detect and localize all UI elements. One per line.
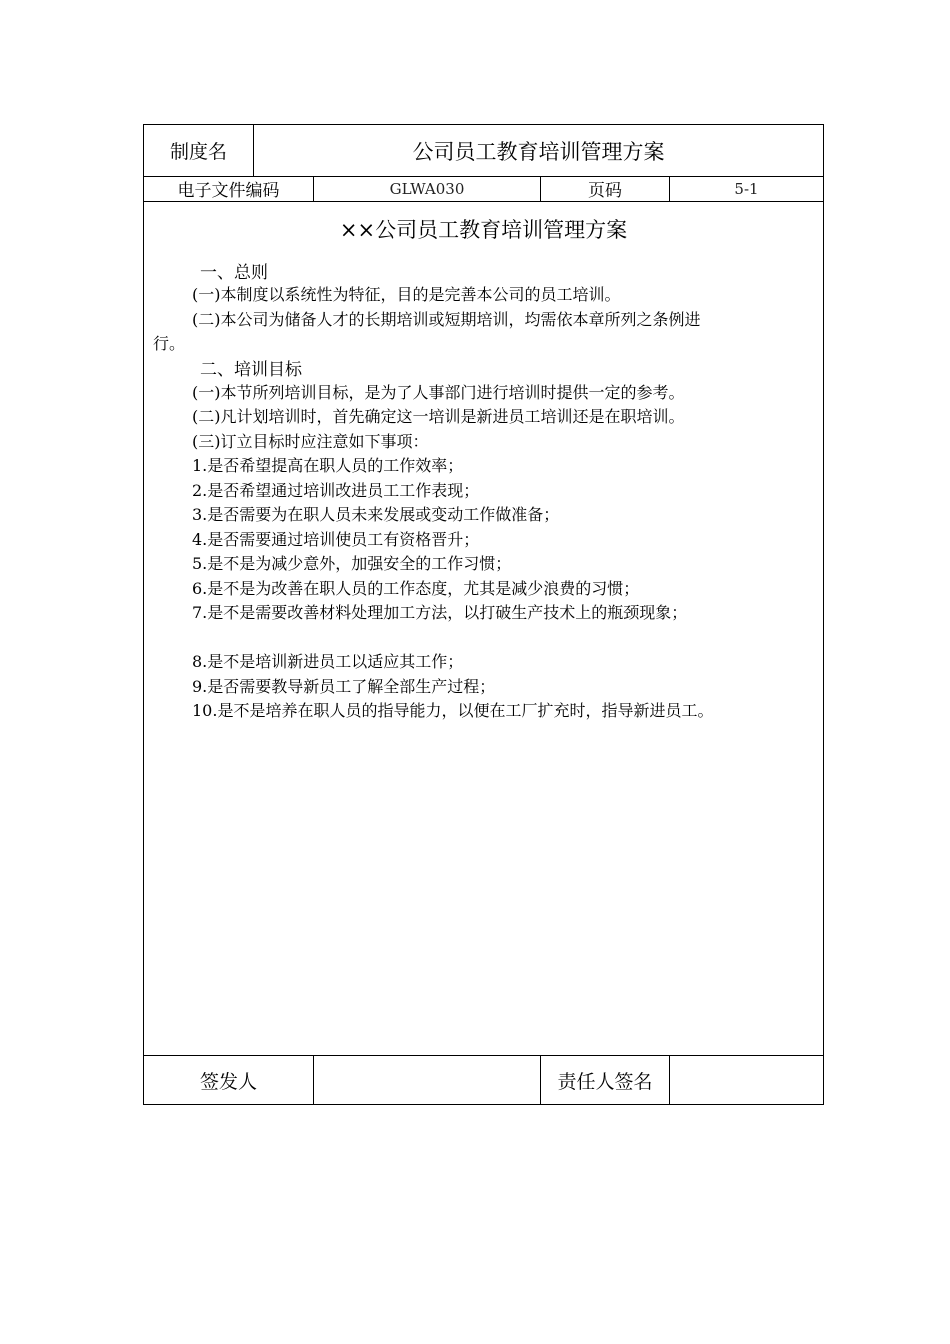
doc-name-value: 公司员工教育培训管理方案: [412, 139, 665, 164]
page-label: 页码: [541, 176, 670, 201]
section-heading-general: 一、总则: [200, 263, 268, 283]
issuer-field[interactable]: [314, 1056, 541, 1105]
footer-row: [144, 1055, 823, 1105]
doc-name-label: 制度名: [144, 125, 254, 176]
list-item: 9.是否需要教导新员工了解全部生产过程；: [192, 677, 496, 696]
header-row-title: [144, 125, 823, 177]
list-item: 7.是不是需要改善材料处理加工方法，以打破生产技术上的瓶颈现象；: [192, 603, 688, 622]
document-body: [144, 202, 823, 1055]
section-heading-goals: 二、培训目标: [200, 360, 302, 380]
paragraph: (一)本制度以系统性为特征，目的是完善本公司的员工培训。: [192, 285, 621, 304]
paragraph: (二)本公司为储备人才的长期培训或短期培训，均需依本章所列之条例进: [192, 310, 701, 329]
code-value: GLWA030: [314, 176, 541, 201]
list-item: 6.是不是为改善在职人员的工作态度，尤其是减少浪费的习惯；: [192, 579, 640, 598]
list-item: 4.是否需要通过培训使员工有资格晋升；: [192, 530, 480, 549]
responsible-signature-field[interactable]: [670, 1056, 823, 1105]
responsible-signature-label: 责任人签名: [541, 1056, 670, 1105]
paragraph: (一)本节所列培训目标，是为了人事部门进行培训时提供一定的参考。: [192, 383, 685, 402]
paragraph: (二)凡计划培训时，首先确定这一培训是新进员工培训还是在职培训。: [192, 407, 685, 426]
list-item: 2.是否希望通过培训改进员工工作表现；: [192, 481, 480, 500]
list-item: 10.是不是培养在职人员的指导能力，以便在工厂扩充时，指导新进员工。: [192, 701, 714, 720]
document-title: ××公司员工教育培训管理方案: [339, 218, 628, 242]
page-value: 5-1: [734, 179, 759, 198]
list-item: 3.是否需要为在职人员未来发展或变动工作做准备；: [192, 505, 560, 524]
issuer-label: 签发人: [144, 1056, 314, 1105]
list-item: 1.是否希望提高在职人员的工作效率；: [192, 456, 464, 475]
code-label: 电子文件编码: [144, 176, 314, 201]
header-row-code: [144, 176, 823, 202]
paragraph: (三)订立目标时应注意如下事项：: [192, 432, 429, 451]
list-item: 5.是不是为减少意外，加强安全的工作习惯；: [192, 554, 512, 573]
list-item: 8.是不是培训新进员工以适应其工作；: [192, 652, 464, 671]
document-form: [143, 124, 824, 1105]
paragraph-continuation: 行。: [153, 334, 186, 353]
